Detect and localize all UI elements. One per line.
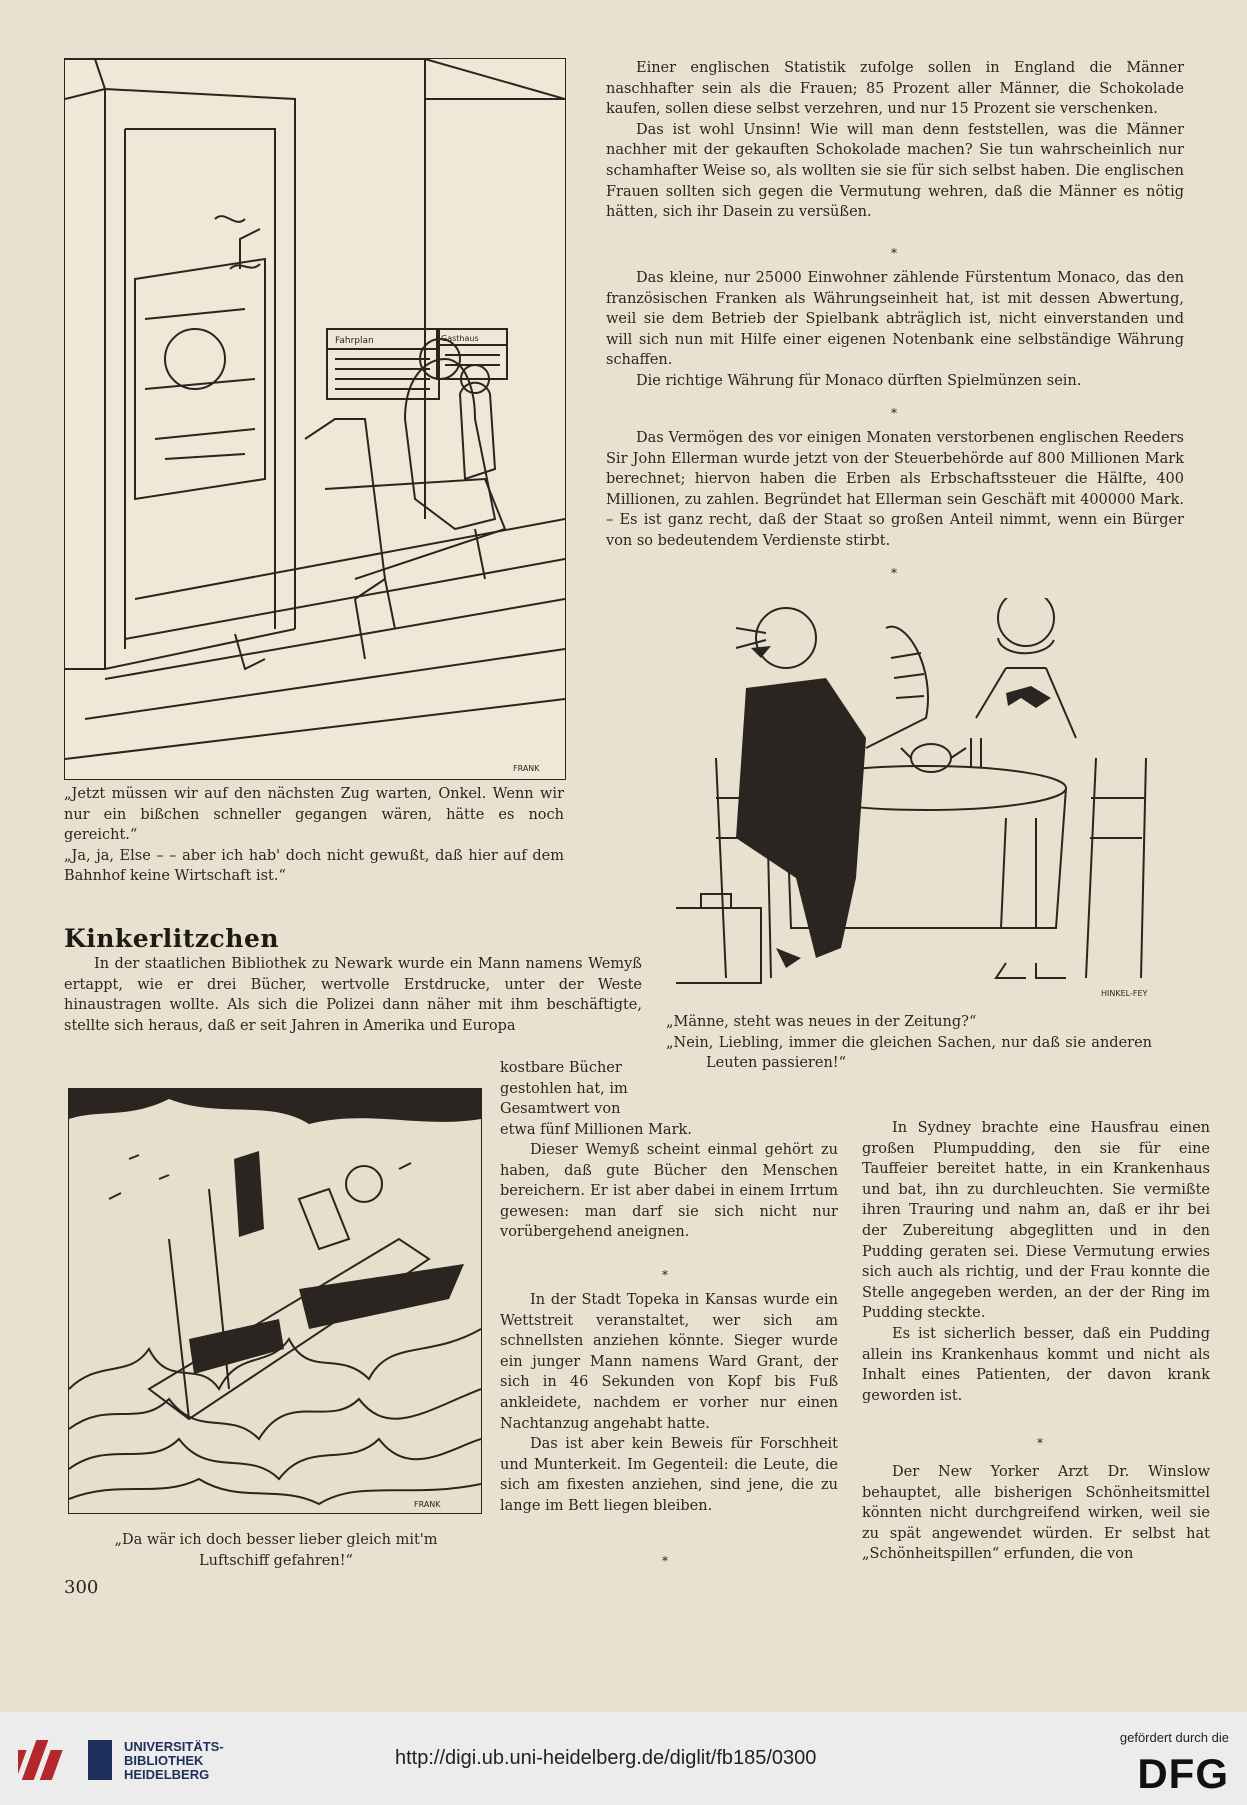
ship-caption: [80, 1530, 472, 1571]
station-signature: FRANK: [513, 764, 540, 773]
ship-illustration: [68, 1088, 482, 1514]
statistic-paragraph: Einer englischen Statistik zufolge sollen in England die Männer naschhafter sein als die Frauen; 85 Prozent aller Männer, die Schokolade kaufen, sollen diese selbst verzehren, und nur 15 Prozent sie verschenken.: [606, 60, 1184, 118]
breakfast-drawing: [676, 598, 1176, 998]
dfg-logo: DFG: [1137, 1750, 1229, 1797]
sydney-comment: Es ist sicherlich besser, daß ein Pudding allein ins Krankenhaus kommt und nicht als Inhalt eines Patienten, der davon krank geworden ist.: [862, 1325, 1210, 1404]
newark-text: [64, 954, 642, 1036]
station-illustration: [64, 58, 566, 780]
breakfast-caption-line-1: „Männe, steht was neues in der Zeitung?“: [666, 1014, 977, 1030]
ship-signature: FRANK: [414, 1500, 441, 1509]
monaco-comment: Die richtige Währung für Monaco dürften Spielmünzen sein.: [636, 372, 1082, 389]
funded-by-label: gefördert durch die: [1119, 1730, 1229, 1745]
statistic-comment: Das ist wohl Unsinn! Wie will man denn feststellen, was die Männer nachher mit der gekauften Schokolade machen? Sie tun wahrscheinlich nur schamhafter Weise so, als wollten sie sie für sich selbst haben. Die englischen Frauen sollten sich gegen die Vermutung wehren, daß die Männer es nötig hätten, sich ihr Dasein zu versüßen.: [606, 121, 1184, 221]
monaco-paragraph: Das kleine, nur 25000 Einwohner zählende Fürstentum Monaco, das den französischen Franken als Währungseinheit hat, ist mit dessen Abwertung, weil sie dem Betrieb der Spielbank abträglich ist, nicht einverstanden und will sich nun mit Hilfe einer eigenen Notenbank eine selbständige Währung schaffen.: [606, 270, 1184, 369]
station-caption: [64, 784, 564, 887]
newark-paragraph: In der staatlichen Bibliothek zu Newark wurde ein Mann namens Wemyß ertappt, wie er drei Bücher, wertvolle Erstdrucke, unter der Weste hinaustragen wollte. Als sich die Polizei dann näher mit ihm beschäftigte, stellte sich heraus, daß er seit Jahren in Amerika und Europa: [64, 956, 642, 1034]
station-sign-inn: Gasthaus: [441, 334, 479, 343]
library-name-line: BIBLIOTHEK: [124, 1753, 204, 1768]
right-column-text: [606, 58, 1184, 223]
library-name: [124, 1740, 224, 1782]
separator-star: *: [662, 1268, 668, 1282]
library-name-line: HEIDELBERG: [124, 1767, 210, 1782]
sydney-text: [862, 1118, 1210, 1406]
monaco-text: [606, 268, 1184, 392]
university-library-logo: [18, 1730, 114, 1790]
sydney-paragraph: In Sydney brachte eine Hausfrau einen großen Plumpudding, den sie für eine Tauffeier bereitet hatte, in ein Krankenhaus und bat, ihn zu durchleuchten. Sie vermißte ihren Trauring und nahm an, daß er ihr bei der Zubereitung abgeglitten und in den Pudding geraten sei. Diese Vermutung erwies sich auch als richtig, und der Frau konnte die Stelle angegeben werden, an der der Ring im Pudding steckte.: [862, 1120, 1210, 1322]
ellerman-paragraph: Das Vermögen des vor einigen Monaten verstorbenen englischen Reeders Sir John Ellerman wurde jetzt von der Steuerbehörde auf 800 Millionen Mark berechnet; hiervon haben die Erben als Erbschaftssteuer die Hälfte, 400 Millionen, zu zahlen. Begründet hat Ellerman sein Geschäft mit 400000 Mark. – Es ist ganz recht, daß der Staat so großen Anteil nimmt, wenn ein Bürger von so bedeutendem Verdienste stirbt.: [606, 430, 1184, 549]
station-drawing: [65, 59, 565, 779]
breakfast-caption-line-2: „Nein, Liebling, immer die gleichen Sachen, nur daß sie anderen Leuten passieren!“: [666, 1034, 1152, 1072]
footer-bar: [0, 1712, 1247, 1805]
breakfast-signature: HINKEL-FEY: [1101, 989, 1148, 998]
ship-caption-text: „Da wär ich doch besser lieber gleich mit'm Luftschiff gefahren!“: [114, 1532, 438, 1569]
winslow-text: [862, 1462, 1210, 1565]
newark-line: kostbare Bücher: [500, 1060, 622, 1076]
station-sign-timetable: Fahrplan: [335, 336, 374, 346]
newark-line: etwa fünf Millionen Mark.: [500, 1121, 692, 1138]
separator-star: *: [662, 1554, 668, 1568]
library-name-line: UNIVERSITÄTS-: [124, 1739, 224, 1754]
breakfast-illustration: [676, 598, 1176, 998]
separator-star: *: [1037, 1436, 1043, 1450]
separator-star: *: [891, 566, 897, 580]
winslow-paragraph: Der New Yorker Arzt Dr. Winslow behauptet, alle bisherigen Schönheitsmittel könnten nicht durchgreifend wirken, weil sie zu spät angewendet würden. Er selbst hat „Schönheitspillen“ erfunden, die von: [862, 1464, 1210, 1563]
ship-drawing: [69, 1089, 481, 1513]
newark-line: Gesamtwert von: [500, 1101, 621, 1118]
newark-comment-paragraph: Dieser Wemyß scheint einmal gehört zu haben, daß gute Bücher den Menschen bereichern. Er ist aber dabei in einem Irrtum gewesen: man darf sie sich nicht nur vorübergehend aneignen.: [500, 1142, 838, 1241]
page-number: 300: [64, 1577, 99, 1598]
newark-continuation: [500, 1058, 840, 1140]
section-heading: Kinkerlitzchen: [64, 924, 280, 953]
separator-star: *: [891, 246, 897, 260]
topeka-comment: Das ist aber kein Beweis für Forschheit und Munterkeit. Im Gegenteil: die Leute, die sich am fixesten anziehen, sind jene, die zu lange im Bett liegen bleiben.: [500, 1436, 838, 1514]
topeka-text: [500, 1290, 838, 1517]
newark-comment: [500, 1140, 838, 1243]
separator-star: *: [891, 406, 897, 420]
ellerman-text: [606, 428, 1184, 552]
permalink-url[interactable]: http://digi.ub.uni-heidelberg.de/diglit/fb185/0300: [395, 1747, 817, 1769]
station-caption-line-1: „Jetzt müssen wir auf den nächsten Zug warten, Onkel. Wenn wir nur ein bißchen schneller gegangen wären, hätte es noch gereicht.“: [64, 786, 564, 844]
newark-line: gestohlen hat, im: [500, 1080, 628, 1097]
station-caption-line-2: „Ja, ja, Else – – aber ich hab' doch nicht gewußt, daß hier auf dem Bahnhof keine Wirtschaft ist.“: [64, 847, 564, 885]
topeka-paragraph: In der Stadt Topeka in Kansas wurde ein Wettstreit veranstaltet, wer sich am schnellsten anziehen könnte. Sieger wurde ein junger Mann namens Ward Grant, der sich in 46 Sekunden von Kopf bis Fuß ankleidete, nachdem er vorher nur einen Nachtanzug angehabt hatte.: [500, 1292, 838, 1432]
